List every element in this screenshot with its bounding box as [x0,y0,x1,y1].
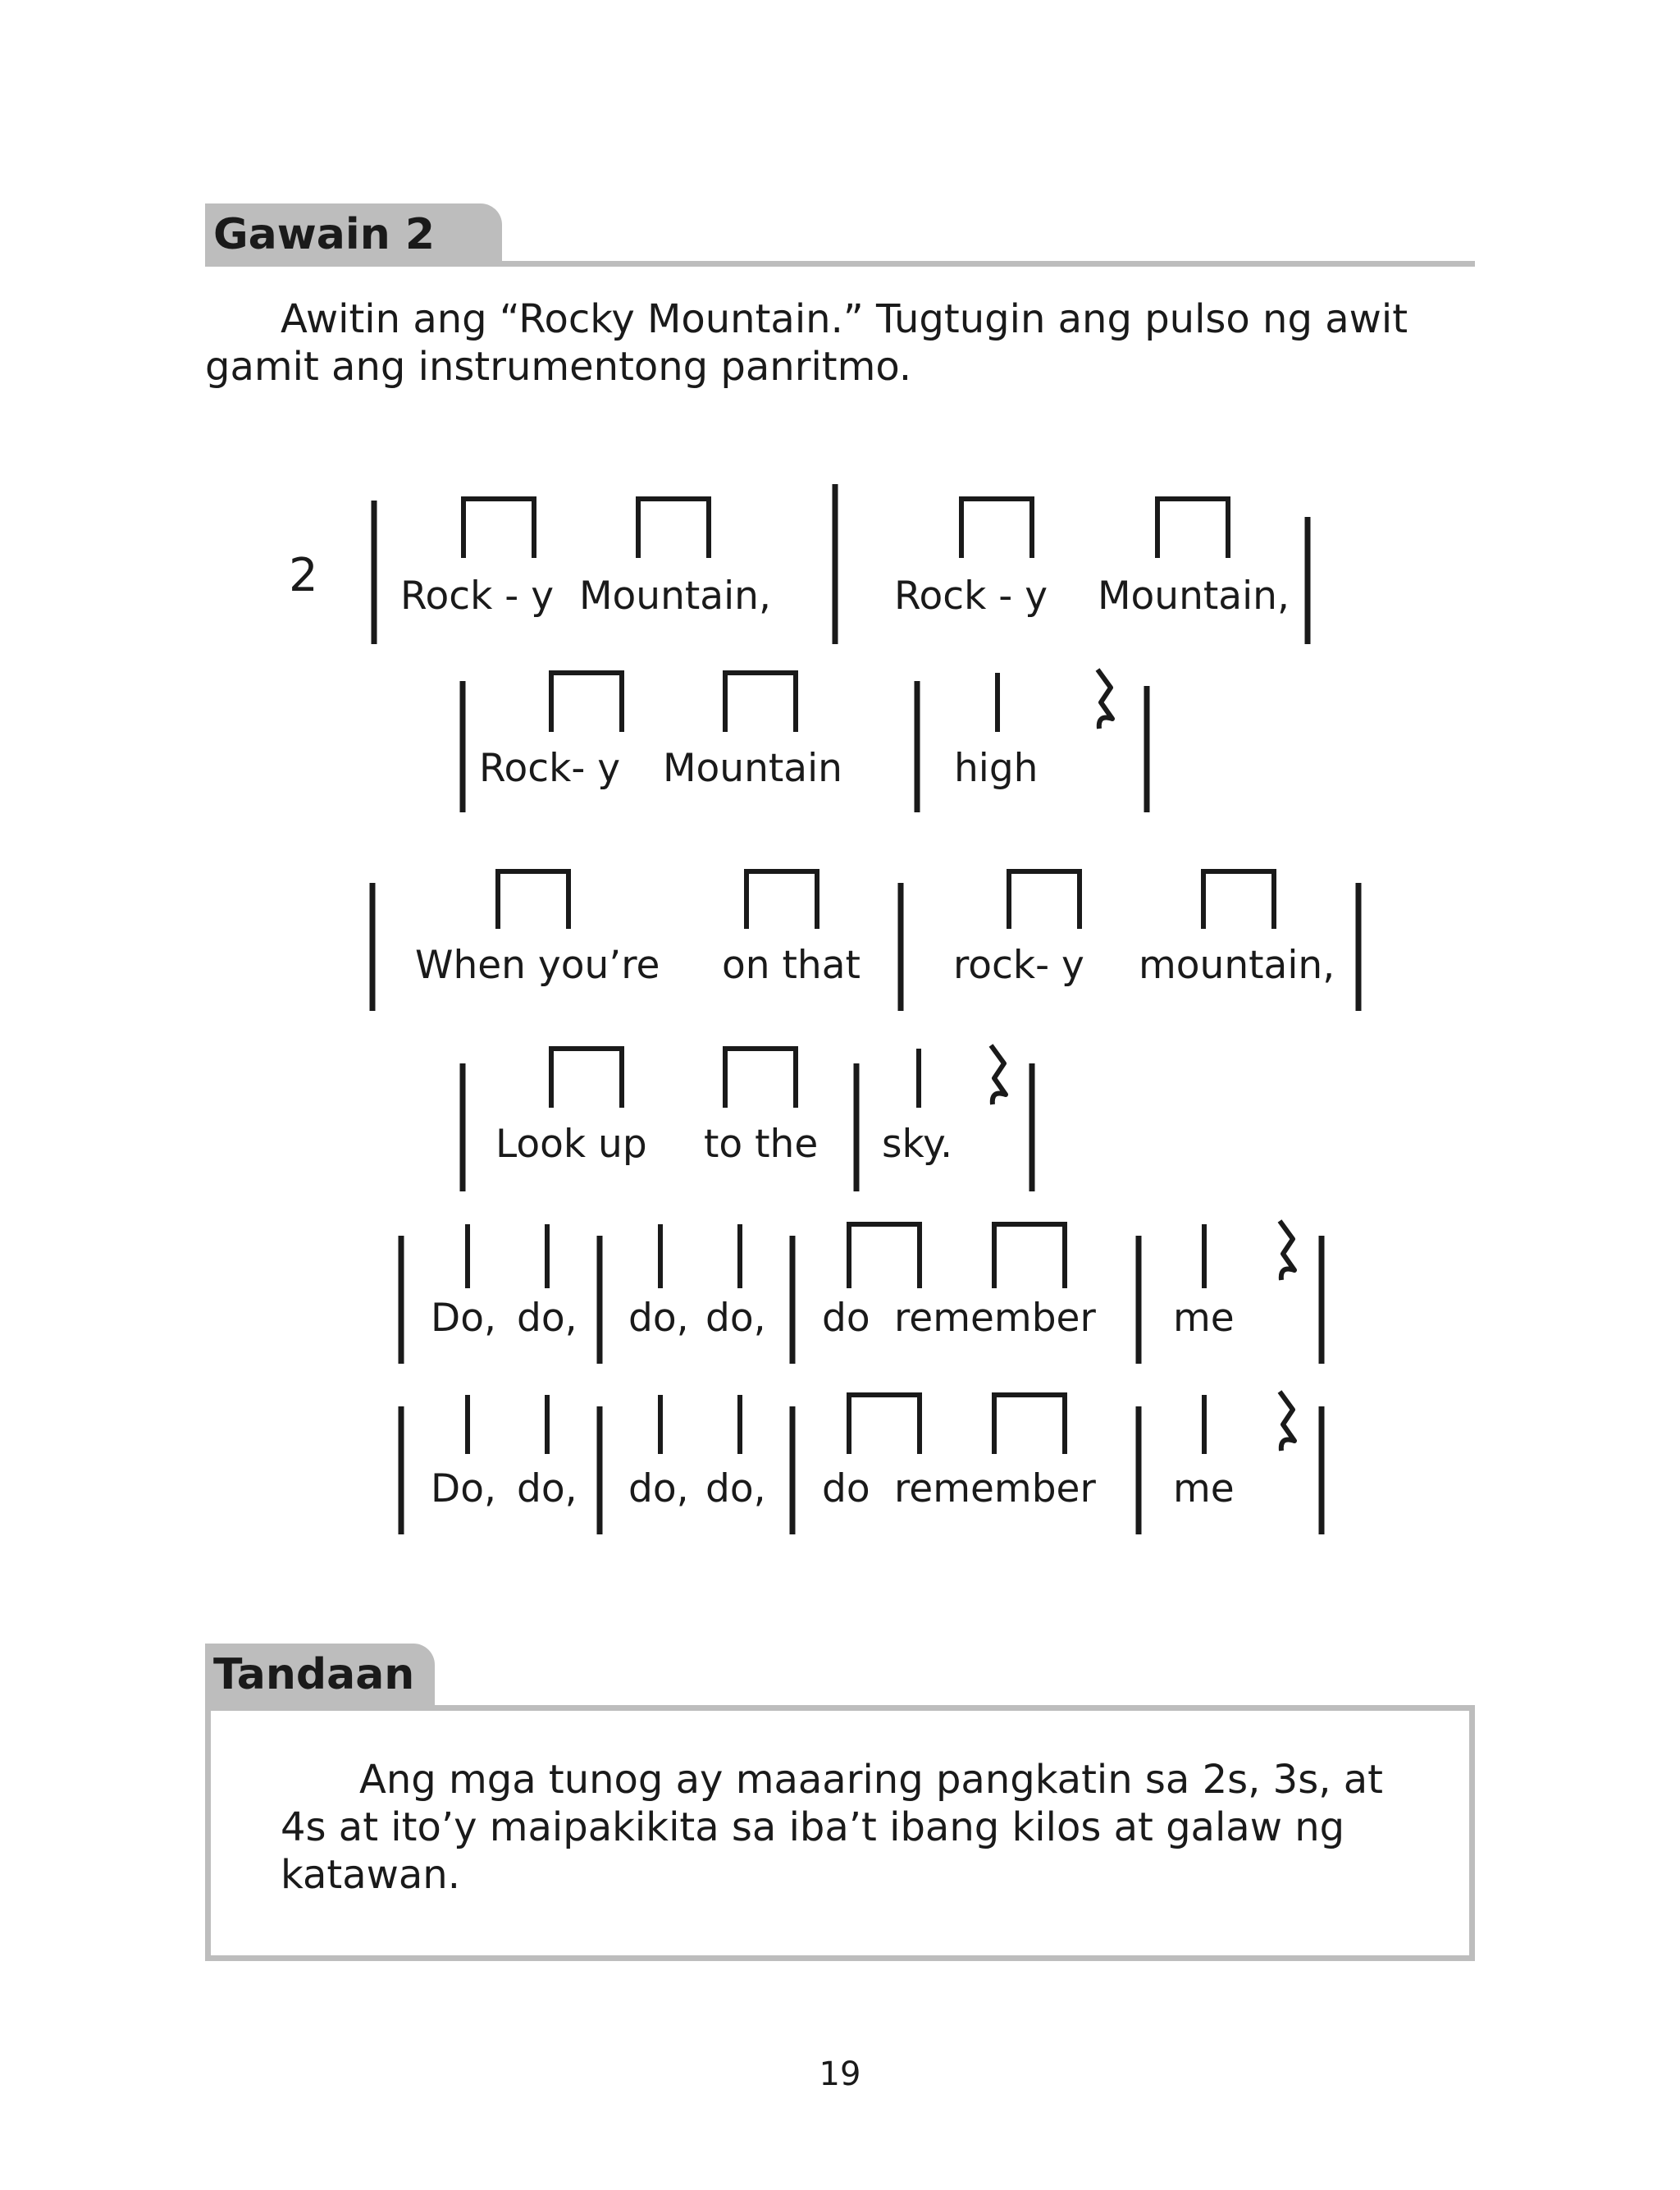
lyric-syllable: Mountain, [579,574,771,619]
eighth-note-pair [498,871,568,929]
eighth-note-pair [849,1395,920,1454]
lyric-syllable: do, [628,1466,689,1511]
eighth-note-pair [746,871,817,929]
tandaan-line3: katawan. [281,1852,460,1898]
gawain-instruction-line1: Awitin ang “Rocky Mountain.” Tugtugin ang pulso ng awit [281,296,1408,342]
lyric-syllable: remember [894,1466,1096,1511]
lyric-syllable: Rock - y [400,574,555,619]
lyric-syllable: Look up [495,1122,647,1167]
lyric-syllable: on that [722,943,861,988]
eighth-note-pair [551,1049,622,1108]
lyric-syllable: do, [705,1296,766,1341]
lyric-syllable: mountain, [1139,943,1335,988]
lyric-syllable: to the [704,1122,819,1167]
eighth-note-pair [961,499,1032,558]
eighth-note-pair [994,1395,1065,1454]
lyric-syllable: me [1173,1466,1235,1511]
lyric-syllable: do, [517,1296,578,1341]
eighth-note-pair [1009,871,1080,929]
lyric-syllable: Rock- y [479,746,621,791]
tandaan-line2: 4s at ito’y maipakikita sa iba’t ibang kilos at galaw ng [281,1804,1345,1850]
lyric-syllable: When you’re [415,943,660,988]
lyric-syllable: Rock - y [894,574,1048,619]
notation-rows [372,484,1358,1534]
time-signature: 2 [289,549,318,602]
eighth-note-pair [638,499,709,558]
eighth-note-pair [463,499,534,558]
lyric-syllable: do [822,1296,870,1341]
eighth-note-pair [725,673,796,732]
lyric-syllable: sky. [882,1122,953,1167]
lyric-syllable: do [822,1466,870,1511]
lyric-syllable: Mountain, [1098,574,1290,619]
tandaan-line1: Ang mga tunog ay maaaring pangkatin sa 2s, 3s, at [359,1757,1383,1803]
lyric-syllable: high [954,746,1039,791]
gawain-title: Gawain 2 [213,210,436,259]
eighth-note-pair [725,1049,796,1108]
gawain-instruction-line2: gamit ang instrumentong panritmo. [205,344,912,390]
eighth-note-pair [994,1224,1065,1288]
eighth-note-pair [1203,871,1274,929]
lyric-syllable: do, [517,1466,578,1511]
quarter-rest-icon [1280,1221,1294,1280]
eighth-note-pair [1157,499,1228,558]
lyric-syllable: me [1173,1296,1235,1341]
quarter-rest-icon [991,1045,1006,1104]
eighth-note-pair [849,1224,920,1288]
tandaan-header-tab [205,1644,435,1706]
lyric-syllable: Mountain [663,746,842,791]
lyric-syllable: Do, [431,1296,496,1341]
eighth-note-pair [551,673,622,732]
lyric-syllable: do, [628,1296,689,1341]
lyric-syllable: do, [705,1466,766,1511]
lyric-syllable: Do, [431,1466,496,1511]
lyric-syllable: rock- y [953,943,1084,988]
quarter-rest-icon [1098,670,1112,729]
page-number: 19 [819,2055,861,2093]
tandaan-title: Tandaan [213,1650,415,1699]
quarter-rest-icon [1280,1392,1294,1451]
lyric-syllable: remember [894,1296,1096,1341]
